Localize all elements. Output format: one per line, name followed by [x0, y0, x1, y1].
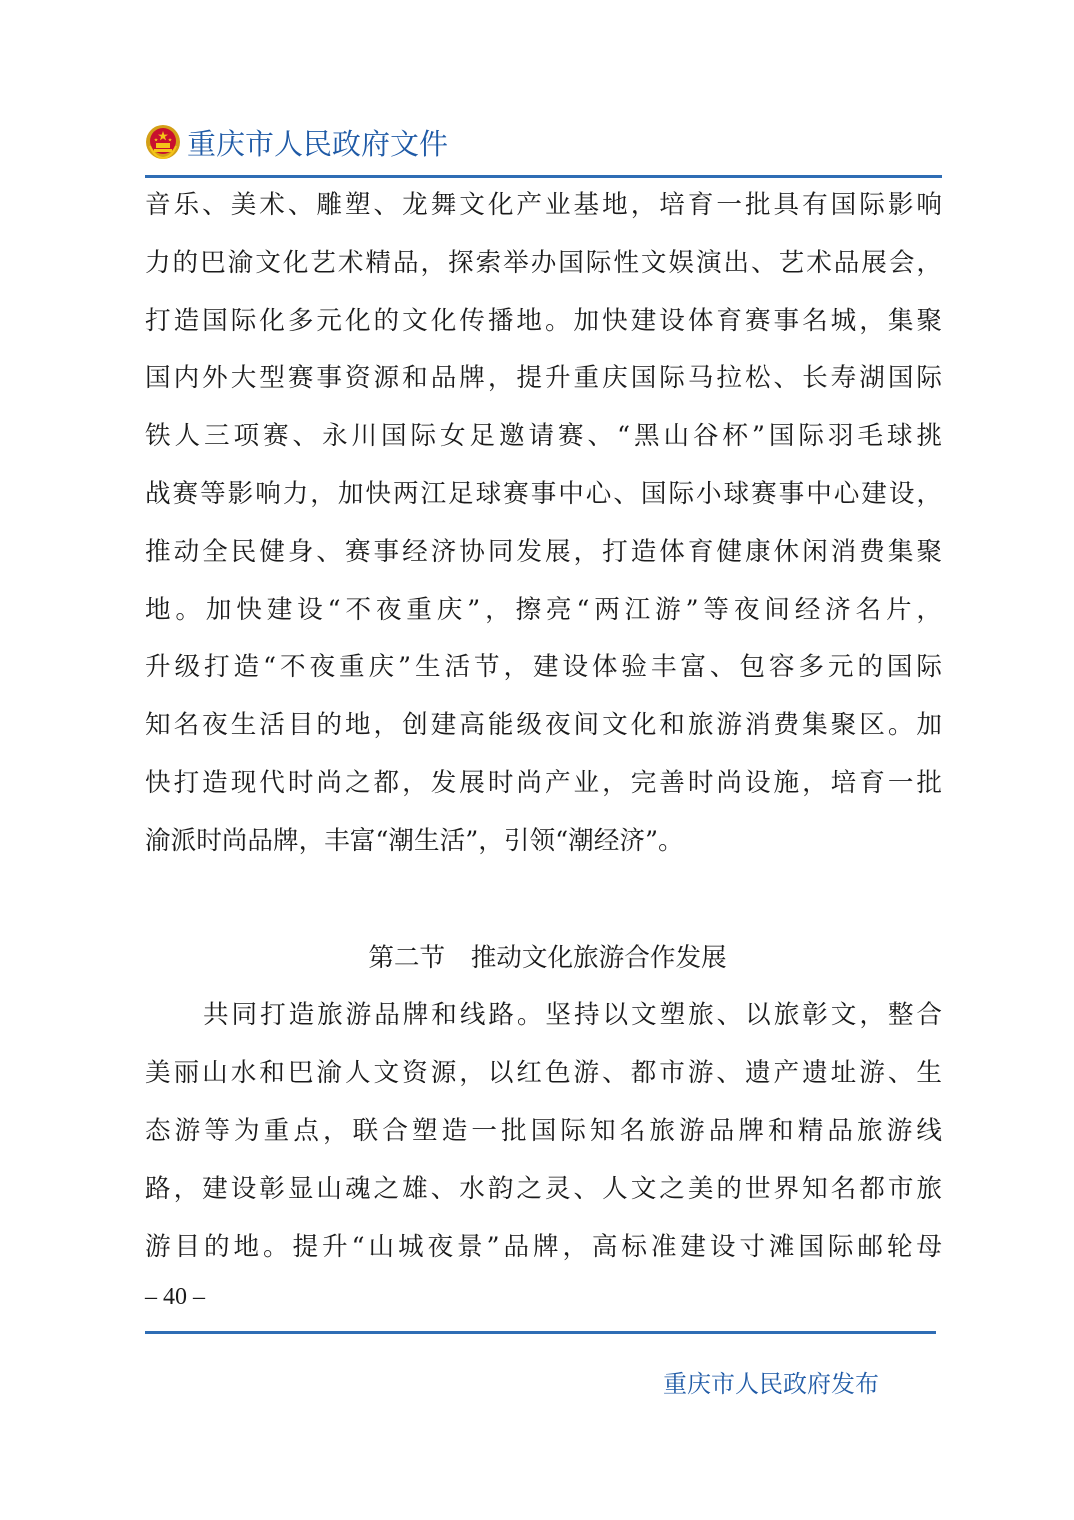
- header-title: 重庆市人民政府文件: [187, 126, 449, 161]
- paragraph-line: 音乐、美术、雕塑、龙舞文化产业基地，培育一批具有国际影响: [145, 190, 942, 220]
- paragraph-line: 共同打造旅游品牌和线路。坚持以文塑旅、以旅彰文，整合: [203, 1000, 942, 1031]
- paragraph-line: 打造国际化多元化的文化传播地。加快建设体育赛事名城，集聚: [145, 305, 942, 336]
- paragraph-line: 游目的地。提升“山城夜景”品牌，高标准建设寸滩国际邮轮母: [145, 1231, 942, 1262]
- paragraph-line: 地。加快建设“不夜重庆”，擦亮“两江游”等夜间经济名片，: [145, 594, 942, 625]
- footer-publisher: 重庆市人民政府发布: [663, 1370, 879, 1398]
- paragraph-line: 态游等为重点，联合塑造一批国际知名旅游品牌和精品旅游线: [145, 1115, 942, 1146]
- national-emblem-icon: [145, 124, 181, 160]
- paragraph-line: 国内外大型赛事资源和品牌，提升重庆国际马拉松、长寿湖国际: [145, 363, 942, 394]
- paragraph-line: 快打造现代时尚之都，发展时尚产业，完善时尚设施，培育一批: [145, 767, 942, 798]
- footer-divider: [145, 1331, 936, 1334]
- section-spacer: [145, 871, 942, 930]
- paragraph-line: 渝派时尚品牌，丰富“潮生活”，引领“潮经济”。: [145, 825, 684, 856]
- paragraph-line: 铁人三项赛、永川国际女足邀请赛、“黑山谷杯”国际羽毛球挑: [145, 421, 942, 452]
- paragraph-line: 升级打造“不夜重庆”生活节，建设体验丰富、包容多元的国际: [145, 652, 942, 683]
- paragraph-line: 路，建设彰显山魂之雄、水韵之灵、人文之美的世界知名都市旅: [145, 1173, 942, 1204]
- paragraph-line: 推动全民健身、赛事经济协同发展，打造体育健康休闲消费集聚: [145, 536, 942, 567]
- paragraph-line: 力的巴渝文化艺术精品，探索举办国际性文娱演出、艺术品展会，: [145, 247, 942, 278]
- document-body: [145, 177, 942, 1276]
- page-number: – 40 –: [145, 1284, 205, 1310]
- paragraph-line: 战赛等影响力，加快两江足球赛事中心、国际小球赛事中心建设，: [145, 478, 942, 509]
- section-heading: 第二节 推动文化旅游合作发展: [368, 942, 727, 973]
- paragraph-line: 知名夜生活目的地，创建高能级夜间文化和旅游消费集聚区。加: [145, 710, 942, 741]
- paragraph-line: 美丽山水和巴渝人文资源，以红色游、都市游、遗产遗址游、生: [145, 1058, 942, 1089]
- document-header: [145, 118, 448, 166]
